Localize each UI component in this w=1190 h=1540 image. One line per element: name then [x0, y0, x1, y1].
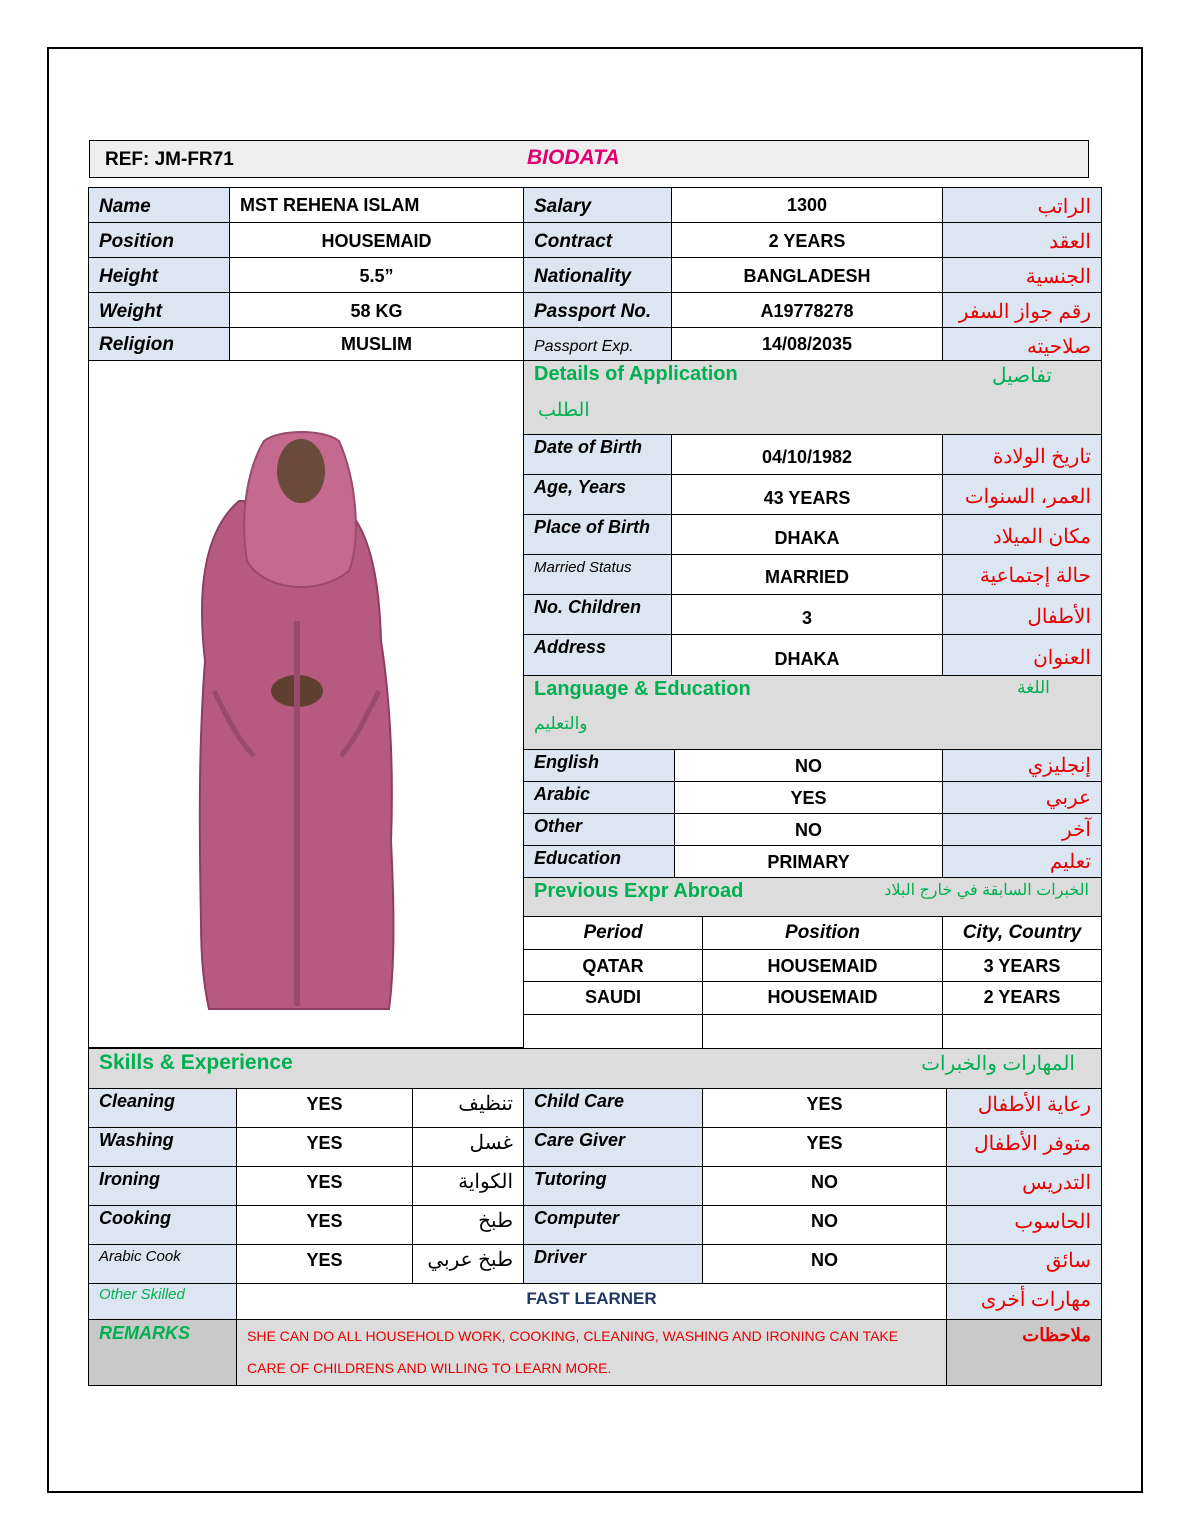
contract-value: 2 YEARS [671, 222, 943, 258]
remarks-label: REMARKS [88, 1319, 237, 1386]
experience-row-2-position: HOUSEMAID [702, 981, 943, 1015]
skills-title-arabic: المهارات والخبرات [921, 1053, 1075, 1075]
experience-row-3-city [942, 1014, 1102, 1049]
experience-title: Previous Expr Abroad [534, 880, 744, 902]
children-arabic: الأطفال [942, 594, 1102, 635]
salary-arabic: الراتب [942, 187, 1102, 223]
name-label: Name [88, 187, 230, 223]
washing-label: Washing [88, 1127, 237, 1167]
arabic-cook-label: Arabic Cook [88, 1244, 237, 1284]
photo-box [88, 360, 524, 1048]
nationality-arabic: الجنسية [942, 257, 1102, 293]
passport-exp-arabic: صلاحيته [942, 327, 1102, 361]
married-status-arabic: حالة إجتماعية [942, 554, 1102, 595]
ironing-label: Ironing [88, 1166, 237, 1206]
english-arabic: إنجليزي [942, 749, 1102, 782]
salary-value: 1300 [671, 187, 943, 223]
children-label: No. Children [523, 594, 672, 635]
arabic-cook-value: YES [236, 1244, 413, 1284]
arabic-arabic: عربي [942, 781, 1102, 814]
ironing-value: YES [236, 1166, 413, 1206]
experience-header-city: City, Country [942, 916, 1102, 950]
experience-header-period: Period [523, 916, 703, 950]
care-giver-value: YES [702, 1127, 947, 1167]
education-value: PRIMARY [674, 845, 943, 878]
dob-label: Date of Birth [523, 434, 672, 475]
driver-label: Driver [523, 1244, 703, 1284]
candidate-photo [89, 361, 523, 1047]
application-title: Details of Application [534, 363, 738, 385]
language-title-arabic-2: والتعليم [534, 714, 588, 733]
experience-row-2-period: SAUDI [523, 981, 703, 1015]
tutoring-arabic: التدريس [946, 1166, 1102, 1206]
computer-label: Computer [523, 1205, 703, 1245]
driver-arabic: سائق [946, 1244, 1102, 1284]
language-title: Language & Education [534, 678, 751, 700]
passport-no-arabic: رقم جواز السفر [942, 292, 1102, 328]
remarks-arabic: ملاحظات [946, 1319, 1102, 1386]
experience-title-arabic: الخبرات السابقة في خارج البلاد [884, 882, 1089, 899]
weight-label: Weight [88, 292, 230, 328]
tutoring-label: Tutoring [523, 1166, 703, 1206]
remarks-line-2: CARE OF CHILDRENS AND WILLING TO LEARN MORE. [247, 1360, 612, 1376]
children-value: 3 [671, 594, 943, 635]
application-title-arabic-1: تفاصيل [992, 365, 1052, 387]
religion-value: MUSLIM [229, 327, 524, 361]
passport-no-value: A19778278 [671, 292, 943, 328]
skills-header [88, 1048, 1102, 1089]
experience-header [523, 877, 1102, 917]
washing-arabic: غسل [412, 1127, 524, 1167]
remarks-text [236, 1319, 947, 1386]
married-status-label: Married Status [523, 554, 672, 595]
application-title-arabic-2: الطلب [538, 400, 590, 421]
religion-label: Religion [88, 327, 230, 361]
age-value: 43 YEARS [671, 474, 943, 515]
position-value: HOUSEMAID [229, 222, 524, 258]
contract-label: Contract [523, 222, 672, 258]
computer-value: NO [702, 1205, 947, 1245]
page-title: BIODATA [527, 146, 620, 169]
application-header [523, 360, 1102, 435]
care-giver-label: Care Giver [523, 1127, 703, 1167]
position-label: Position [88, 222, 230, 258]
child-care-value: YES [702, 1088, 947, 1128]
address-label: Address [523, 634, 672, 676]
experience-row-1-city: 3 YEARS [942, 949, 1102, 982]
name-value: MST REHENA ISLAM [229, 187, 524, 223]
other-skilled-arabic: مهارات أخرى [946, 1283, 1102, 1320]
experience-row-3-period [523, 1014, 703, 1049]
age-label: Age, Years [523, 474, 672, 515]
cooking-value: YES [236, 1205, 413, 1245]
other-language-arabic: آخر [942, 813, 1102, 846]
care-giver-arabic: متوفر الأطفال [946, 1127, 1102, 1167]
cooking-label: Cooking [88, 1205, 237, 1245]
experience-row-2-city: 2 YEARS [942, 981, 1102, 1015]
english-value: NO [674, 749, 943, 782]
washing-value: YES [236, 1127, 413, 1167]
passport-exp-label: Passport Exp. [523, 327, 672, 361]
cooking-arabic: طبخ [412, 1205, 524, 1245]
dob-value: 04/10/1982 [671, 434, 943, 475]
child-care-label: Child Care [523, 1088, 703, 1128]
place-of-birth-arabic: مكان الميلاد [942, 514, 1102, 555]
reference-number: REF: JM-FR71 [105, 149, 234, 170]
experience-row-1-position: HOUSEMAID [702, 949, 943, 982]
height-label: Height [88, 257, 230, 293]
contract-arabic: العقد [942, 222, 1102, 258]
experience-row-1-period: QATAR [523, 949, 703, 982]
height-value: 5.5” [229, 257, 524, 293]
other-skilled-value: FAST LEARNER [236, 1283, 947, 1320]
other-skilled-label: Other Skilled [88, 1283, 237, 1320]
language-header [523, 675, 1102, 750]
place-of-birth-value: DHAKA [671, 514, 943, 555]
cleaning-value: YES [236, 1088, 413, 1128]
experience-row-3-position [702, 1014, 943, 1049]
passport-exp-value: 14/08/2035 [671, 327, 943, 361]
place-of-birth-label: Place of Birth [523, 514, 672, 555]
nationality-label: Nationality [523, 257, 672, 293]
passport-no-label: Passport No. [523, 292, 672, 328]
other-language-label: Other [523, 813, 675, 846]
cleaning-arabic: تنظيف [412, 1088, 524, 1128]
education-label: Education [523, 845, 675, 878]
tutoring-value: NO [702, 1166, 947, 1206]
nationality-value: BANGLADESH [671, 257, 943, 293]
skills-title: Skills & Experience [99, 1051, 293, 1074]
married-status-value: MARRIED [671, 554, 943, 595]
weight-value: 58 KG [229, 292, 524, 328]
salary-label: Salary [523, 187, 672, 223]
other-language-value: NO [674, 813, 943, 846]
address-arabic: العنوان [942, 634, 1102, 676]
address-value: DHAKA [671, 634, 943, 676]
education-arabic: تعليم [942, 845, 1102, 878]
arabic-value: YES [674, 781, 943, 814]
dob-arabic: تاريخ الولادة [942, 434, 1102, 475]
remarks-line-1: SHE CAN DO ALL HOUSEHOLD WORK, COOKING, CLEANING, WASHING AND IRONING CAN TAKE [247, 1328, 899, 1344]
arabic-cook-arabic: طبخ عربي [412, 1244, 524, 1284]
english-label: English [523, 749, 675, 782]
experience-header-position: Position [702, 916, 943, 950]
language-title-arabic-1: اللغة [1017, 678, 1050, 697]
ironing-arabic: الكواية [412, 1166, 524, 1206]
driver-value: NO [702, 1244, 947, 1284]
age-arabic: العمر، السنوات [942, 474, 1102, 515]
child-care-arabic: رعاية الأطفال [946, 1088, 1102, 1128]
computer-arabic: الحاسوب [946, 1205, 1102, 1245]
cleaning-label: Cleaning [88, 1088, 237, 1128]
arabic-label: Arabic [523, 781, 675, 814]
